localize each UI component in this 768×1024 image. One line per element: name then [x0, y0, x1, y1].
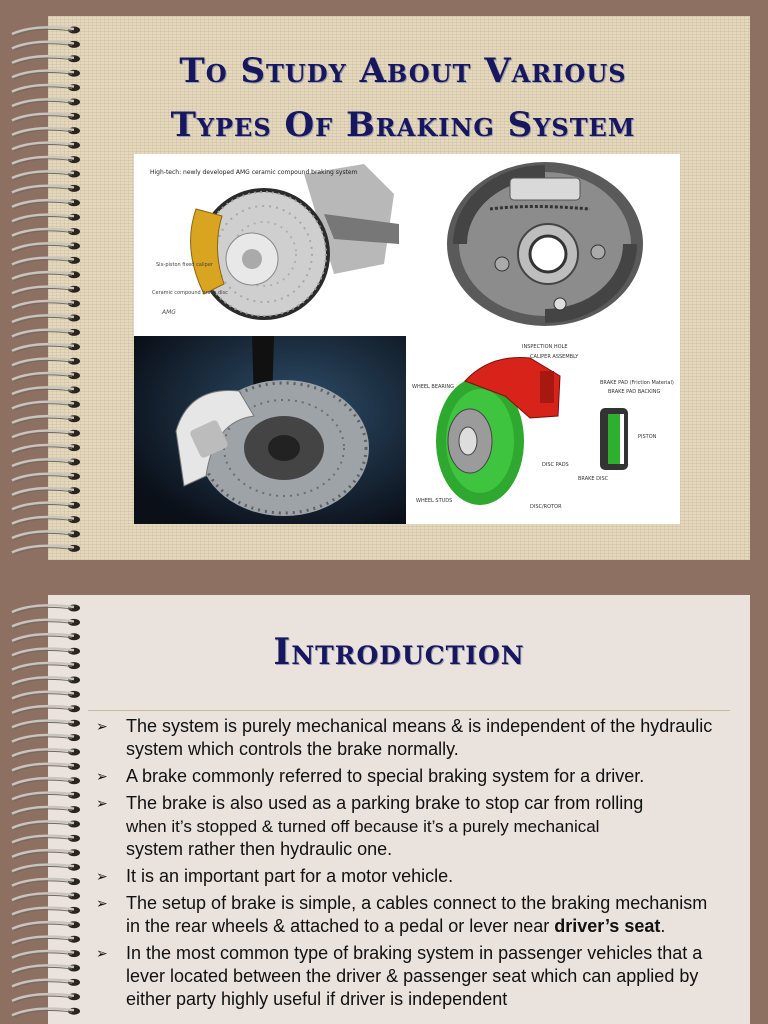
diagram-label-wheel-studs: WHEEL STUDS [416, 498, 453, 504]
title-line-1: To Study About Various [179, 51, 627, 91]
spiral-coil-icon [12, 691, 80, 701]
spiral-coil-icon [12, 893, 80, 903]
list-item [96, 942, 716, 1011]
spiral-coil-icon [12, 849, 80, 859]
bullet-text-bold: driver’s seat [554, 916, 661, 936]
spiral-coil-icon [12, 864, 80, 874]
spiral-coil-icon [12, 329, 80, 339]
spiral-coil-icon [12, 473, 80, 483]
list-item [96, 865, 716, 888]
spiral-coil-icon [12, 633, 80, 643]
figure-label-caliper: Six-piston fixed caliper [156, 262, 213, 268]
spiral-coil-icon [12, 372, 80, 382]
spiral-coil-icon [12, 99, 80, 109]
diagram-label-disc-rotor: DISC/ROTOR [530, 504, 562, 510]
spiral-coil-icon [12, 214, 80, 224]
bullet-text: . [660, 916, 666, 936]
arrow-bullet-icon: ➢ [96, 795, 108, 811]
slide-title [88, 44, 718, 152]
bullet-text: It is an important part for a motor vehicle. [126, 866, 454, 886]
diagram-label-piston: PISTON [638, 434, 657, 440]
spiral-coil-icon [12, 199, 80, 209]
spiral-coil-icon [12, 605, 80, 615]
spiral-coil-icon [12, 821, 80, 831]
bullet-text: The brake is also used as a parking brake to stop car from rolling [126, 793, 644, 813]
ceramic-disc-brake-image [134, 154, 404, 334]
spiral-coil-icon [12, 965, 80, 975]
spiral-coil-icon [12, 84, 80, 94]
spiral-coil-icon [12, 228, 80, 238]
list-item [96, 765, 716, 788]
arrow-bullet-icon: ➢ [96, 768, 108, 784]
title-line-2: Types Of Braking System [170, 105, 636, 145]
spiral-coil-icon [12, 113, 80, 123]
spiral-coil-icon [12, 878, 80, 888]
arrow-bullet-icon: ➢ [96, 868, 108, 884]
spiral-coil-icon [12, 531, 80, 541]
spiral-coil-icon [12, 487, 80, 497]
spiral-coil-icon [12, 979, 80, 989]
spiral-coil-icon [12, 936, 80, 946]
spiral-coil-icon [12, 415, 80, 425]
spiral-coil-icon [12, 243, 80, 253]
spiral-coil-icon [12, 401, 80, 411]
diagram-label-wheel-bearing: WHEEL BEARING [412, 384, 454, 390]
slide-title: Introduction [273, 631, 525, 673]
spiral-coil-icon [12, 763, 80, 773]
spiral-coil-icon [12, 806, 80, 816]
spiral-coil-icon [12, 648, 80, 658]
diagram-label-inspection-hole: INSPECTION HOLE [522, 344, 568, 350]
arrow-bullet-icon: ➢ [96, 945, 108, 961]
drum-brake-image [410, 154, 680, 334]
spiral-coil-icon [12, 257, 80, 267]
spiral-coil-icon [12, 516, 80, 526]
list-item [96, 792, 716, 861]
spiral-coil-icon [12, 835, 80, 845]
figure-label-top: High-tech: newly developed AMG ceramic compound braking system [150, 169, 358, 176]
list-item [96, 715, 716, 761]
title-divider [88, 710, 730, 711]
spiral-coil-icon [12, 55, 80, 65]
bullet-text: The system is purely mechanical means & is independent of the hydraulic system which controls the brake normally. [126, 716, 713, 759]
spiral-coil-icon [12, 27, 80, 37]
spiral-coil-icon [12, 734, 80, 744]
diagram-label-disc-pads: DISC PADS [542, 462, 569, 468]
spiral-coil-icon [12, 70, 80, 80]
spiral-binding-icon [4, 600, 84, 1024]
spiral-coil-icon [12, 459, 80, 469]
spiral-coil-icon [12, 545, 80, 555]
spiral-binding-icon [4, 22, 84, 556]
spiral-coil-icon [12, 705, 80, 715]
spiral-coil-icon [12, 358, 80, 368]
spiral-coil-icon [12, 286, 80, 296]
performance-brake-image [134, 336, 406, 524]
spiral-coil-icon [12, 619, 80, 629]
spiral-coil-icon [12, 271, 80, 281]
spiral-coil-icon [12, 907, 80, 917]
spiral-coil-icon [12, 677, 80, 687]
brake-photo-collage [134, 154, 680, 524]
spiral-coil-icon [12, 921, 80, 931]
figure-label-brand: AMG [162, 309, 176, 316]
spiral-coil-icon [12, 720, 80, 730]
bullet-text: The setup of brake is simple, a cables connect to the braking mechanism in the rear wheels & attached to a pedal or lever near [126, 893, 708, 936]
spiral-coil-icon [12, 343, 80, 353]
spiral-coil-icon [12, 156, 80, 166]
spiral-coil-icon [12, 315, 80, 325]
bullet-text: when it’s stopped & turned off because it’s a purely mechanical [126, 817, 600, 836]
spiral-coil-icon [12, 993, 80, 1003]
diagram-label-brake-pad-backing: BRAKE PAD BACKING [608, 389, 661, 395]
list-item [96, 892, 716, 938]
spiral-coil-icon [12, 142, 80, 152]
arrow-bullet-icon: ➢ [96, 718, 108, 734]
spiral-coil-icon [12, 1008, 80, 1018]
diagram-label-caliper-assembly: CALIPER ASSEMBLY [530, 354, 579, 360]
bullet-text: system rather then hydraulic one. [126, 839, 393, 859]
spiral-coil-icon [12, 387, 80, 397]
spiral-coil-icon [12, 444, 80, 454]
spiral-coil-icon [12, 300, 80, 310]
bullet-text: In the most common type of braking system in passenger vehicles that a lever located between the driver & passenger seat which can applied by either party highly useful if driver is independent [126, 943, 703, 1009]
spiral-coil-icon [12, 502, 80, 512]
spiral-coil-icon [12, 662, 80, 672]
disc-brake-diagram-image [410, 336, 680, 524]
spiral-coil-icon [12, 185, 80, 195]
spiral-coil-icon [12, 950, 80, 960]
diagram-label-brake-pad: BRAKE PAD (Friction Material) [600, 380, 674, 386]
spiral-coil-icon [12, 749, 80, 759]
spiral-coil-icon [12, 41, 80, 51]
spiral-coil-icon [12, 127, 80, 137]
spiral-coil-icon [12, 171, 80, 181]
spiral-coil-icon [12, 430, 80, 440]
bullet-text: A brake commonly referred to special braking system for a driver. [126, 766, 645, 786]
spiral-coil-icon [12, 792, 80, 802]
spiral-coil-icon [12, 777, 80, 787]
arrow-bullet-icon: ➢ [96, 895, 108, 911]
figure-label-disc: Ceramic compound brake disc [152, 290, 228, 296]
bullet-list [96, 715, 716, 1015]
title-slide [48, 16, 750, 560]
introduction-slide [48, 595, 750, 1024]
diagram-label-brake-disc: BRAKE DISC [578, 476, 609, 482]
